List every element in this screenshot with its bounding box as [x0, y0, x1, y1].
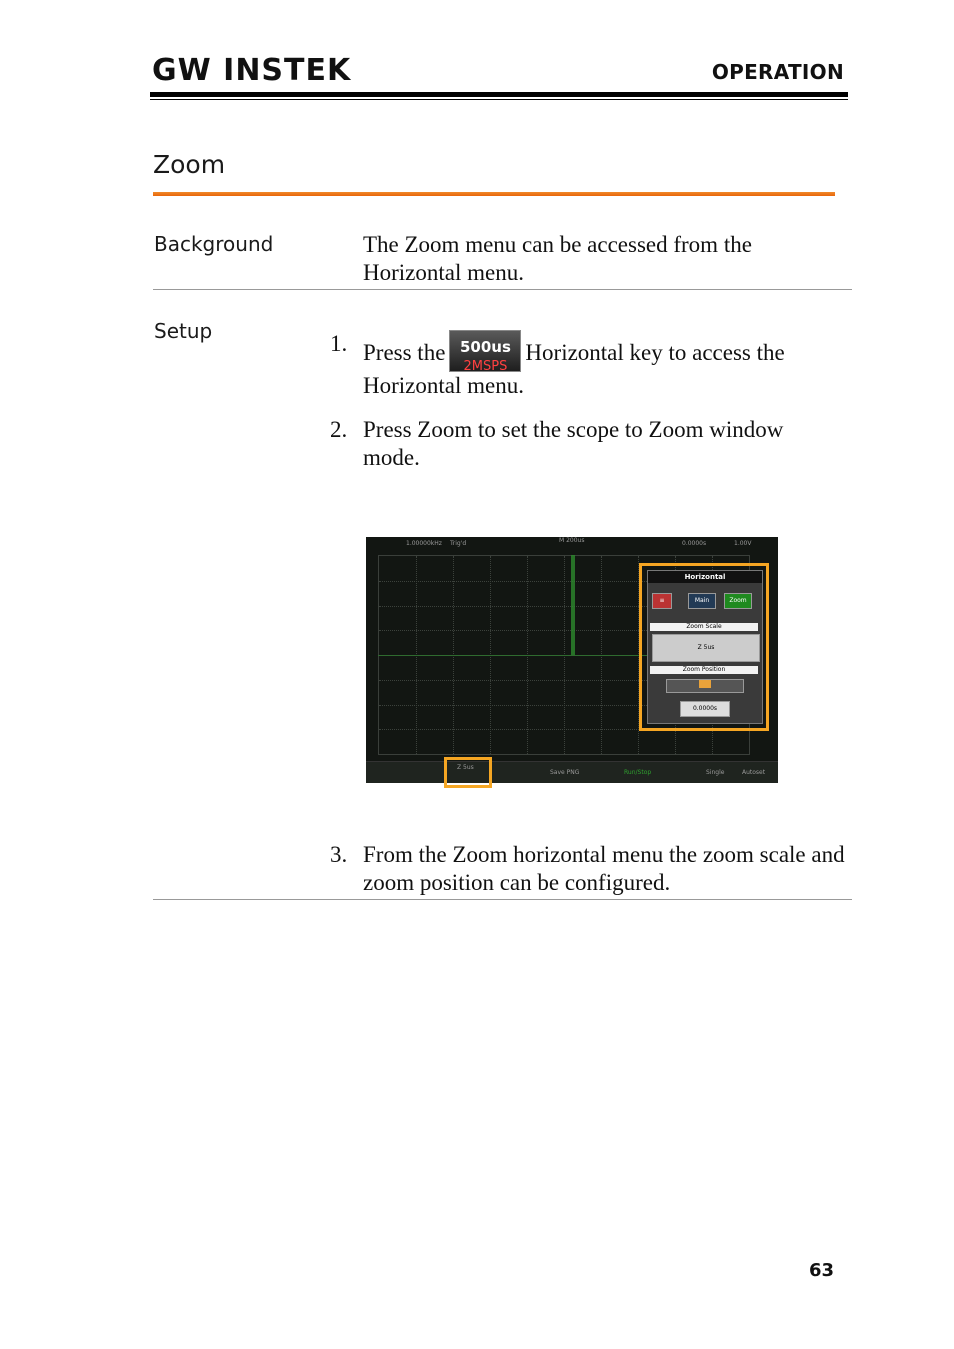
horizontal-menu-highlight [639, 563, 769, 731]
timebase-readout: M 200us [559, 537, 585, 544]
page-title: Zoom [153, 150, 226, 179]
run-stop-button[interactable]: Run/Stop [624, 769, 652, 776]
zoom-position-slider[interactable] [666, 679, 744, 693]
zoom-button[interactable]: Zoom [724, 593, 752, 609]
step-number: 3. [330, 842, 348, 867]
svg-text:GW INSTEK: GW INSTEK [152, 53, 352, 88]
waveform-spike [571, 555, 575, 655]
background-text: The Zoom menu can be accessed from the Horizontal menu. [363, 232, 752, 285]
step-1-text [363, 330, 843, 400]
header-rule-thin [150, 99, 848, 100]
setup-label: Setup [154, 319, 213, 343]
menu-list-icon: ≡ [652, 593, 672, 609]
scope-screenshot [366, 537, 778, 782]
save-png-button[interactable]: Save PNG [550, 769, 580, 776]
step-number: 1. [330, 331, 348, 356]
horizontal-key-image [449, 330, 521, 372]
main-button[interactable]: Main [688, 593, 716, 609]
zoom-position-value[interactable]: 0.0000s [680, 701, 730, 717]
scope-bottom-bar [366, 761, 778, 783]
horizontal-menu-title: Horizontal [648, 571, 762, 583]
horizontal-menu-panel [647, 570, 763, 724]
section-label: OPERATION [711, 60, 844, 84]
step-1-post: Horizontal key to access the Horizontal menu. [363, 340, 785, 398]
row-divider [153, 289, 852, 290]
title-underline [153, 192, 835, 196]
trigger-level: 1.00V [734, 540, 752, 547]
zoom-scale-label: Zoom Scale [650, 623, 758, 631]
single-button[interactable]: Single [706, 769, 725, 776]
step-1-pre: Press the [363, 340, 446, 365]
key-label-samplerate: 2MSPS [463, 359, 508, 374]
page-number: 63 [808, 1260, 834, 1281]
autoset-button[interactable]: Autoset [742, 769, 766, 776]
background-label: Background [154, 232, 274, 256]
row-divider [153, 899, 852, 900]
header-rule [150, 92, 848, 97]
key-label-timebase: 500us [459, 338, 511, 356]
freq-readout: 1.00000kHz [406, 540, 442, 547]
step-number: 2. [330, 417, 348, 442]
trig-status: Trig'd [450, 540, 467, 547]
step-3-text: From the Zoom horizontal menu the zoom scale and zoom position can be configured. [363, 842, 845, 895]
horizontal-key-highlight [444, 757, 492, 788]
trigger-position: 0.0000s [682, 540, 707, 547]
step-2-text: Press Zoom to set the scope to Zoom window mode. [363, 417, 784, 470]
zoom-position-label: Zoom Position [650, 666, 758, 674]
zoom-scale-control[interactable]: Z 5us [652, 634, 760, 662]
zoom-timebase-readout: Z 5us [457, 764, 474, 771]
gw-instek-logo [152, 52, 352, 88]
